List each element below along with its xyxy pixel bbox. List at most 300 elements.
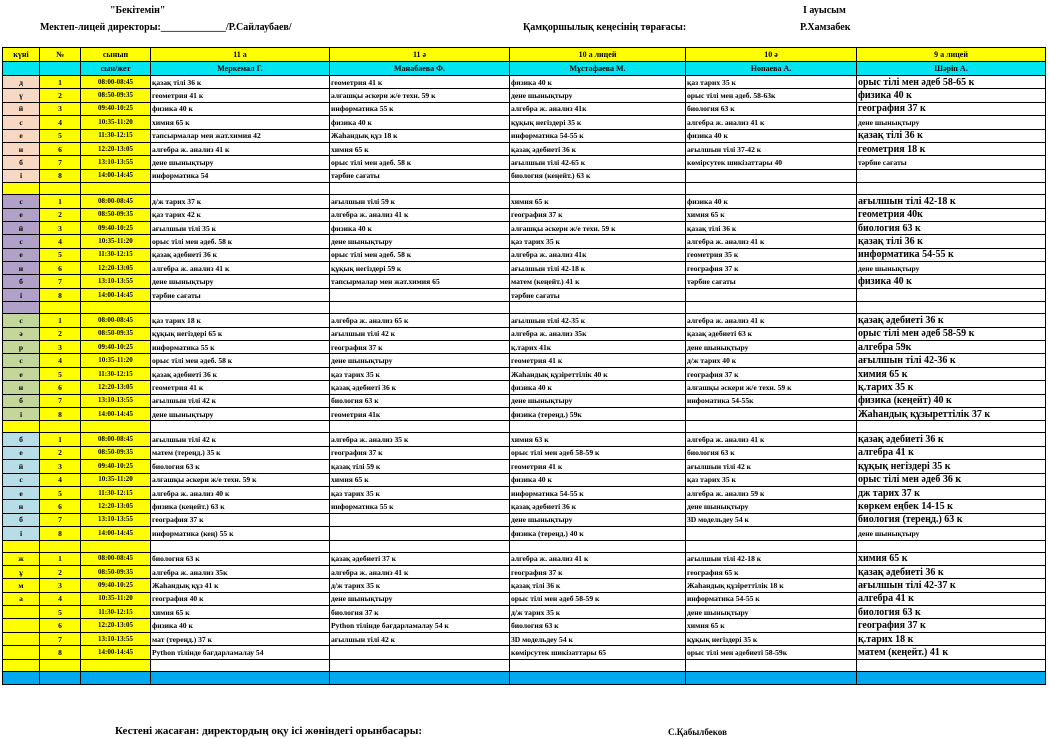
- lesson-time: 10:35-11:20: [81, 592, 151, 605]
- lesson-number: 3: [40, 579, 81, 592]
- lesson-cell: дене шынықтыру: [686, 606, 857, 619]
- footer-bar-cell: [81, 671, 151, 684]
- lesson-cell: геометрия 41к: [330, 407, 510, 420]
- day-letter: ұ: [3, 565, 40, 578]
- lesson-cell: тәрбие сағаты: [330, 169, 510, 182]
- lesson-time: 11:30-12:15: [81, 367, 151, 380]
- day-letter: е: [3, 129, 40, 142]
- lesson-cell: физика (кеңейт.) 63 к: [151, 500, 330, 513]
- lesson-cell: Жаһандық құзыреттілік 37 к: [857, 407, 1046, 420]
- lesson-cell: физика 40 к: [686, 129, 857, 142]
- lesson-cell: география 40 к: [151, 592, 330, 605]
- lesson-cell: орыс тілі мен әдеб. 58 к: [151, 235, 330, 248]
- lesson-cell: матем (кеңейт.) 41 к: [857, 646, 1046, 659]
- lesson-cell: информатика 54-55 к: [686, 592, 857, 605]
- teacher-header-label: сын/жет: [81, 62, 151, 76]
- teacher-10a: Мұстафаева М.: [510, 62, 686, 76]
- lesson-time: 10:35-11:20: [81, 473, 151, 486]
- separator-cell: [3, 540, 40, 552]
- table-row: [3, 89, 1046, 102]
- day-letter: с: [3, 116, 40, 129]
- lesson-number: 8: [40, 527, 81, 540]
- lesson-cell: қазақ әдебиеті 36 к: [510, 500, 686, 513]
- lesson-time: 11:30-12:15: [81, 606, 151, 619]
- teacher-header-blank: [40, 62, 81, 76]
- lesson-cell: биология 63 к: [686, 446, 857, 459]
- lesson-cell: көмірсутек шикізаттары 40: [686, 156, 857, 169]
- lesson-cell: геометрия 41 к: [330, 76, 510, 89]
- day-separator: [3, 421, 1046, 433]
- lesson-cell: дене шынықтыру: [857, 262, 1046, 275]
- lesson-cell: физика 40 к: [151, 619, 330, 632]
- lesson-cell: [857, 288, 1046, 301]
- separator-cell: [857, 540, 1046, 552]
- teacher-11ae: Манабаева Ф.: [330, 62, 510, 76]
- lesson-cell: қазақ тілі 36 к: [857, 235, 1046, 248]
- lesson-cell: тәрбие сағаты: [510, 288, 686, 301]
- lesson-time: 12:20-13:05: [81, 142, 151, 155]
- lesson-cell: дене шынықтыру: [510, 513, 686, 526]
- lesson-cell: алгебра ж. анализ 40 к: [151, 486, 330, 499]
- lesson-number: 8: [40, 646, 81, 659]
- day-letter: [3, 646, 40, 659]
- footer-bar-cell: [510, 671, 686, 684]
- lesson-number: 6: [40, 381, 81, 394]
- lesson-number: 5: [40, 367, 81, 380]
- lesson-cell: [330, 527, 510, 540]
- col-header-num: №: [40, 48, 81, 62]
- day-letter: с: [3, 473, 40, 486]
- lesson-cell: ағылшын тілі 42-37 к: [857, 579, 1046, 592]
- table-row: [3, 327, 1046, 340]
- lesson-cell: Жаһандық құз 41 к: [151, 579, 330, 592]
- separator-cell: [686, 183, 857, 195]
- lesson-cell: физика 40 к: [686, 195, 857, 208]
- lesson-cell: химия 65 к: [686, 619, 857, 632]
- lesson-cell: қаз тарих 18 к: [151, 314, 330, 327]
- lesson-time: 10:35-11:20: [81, 354, 151, 367]
- table-row: [3, 619, 1046, 632]
- table-row: [3, 76, 1046, 89]
- lesson-time: 08:00-08:45: [81, 433, 151, 446]
- day-letter: й: [3, 460, 40, 473]
- lesson-cell: химия 65 к: [151, 606, 330, 619]
- lesson-cell: информатика 54-55 к: [857, 248, 1046, 261]
- lesson-cell: тәрбие сағаты: [151, 288, 330, 301]
- lesson-number: 1: [40, 314, 81, 327]
- lesson-cell: қазақ әдебиеті 63 к: [686, 327, 857, 340]
- separator-cell: [857, 302, 1046, 314]
- lesson-cell: физика 40 к: [510, 473, 686, 486]
- lesson-cell: алгебра 41 к: [857, 592, 1046, 605]
- lesson-cell: геометрия 35 к: [686, 248, 857, 261]
- director-name: /Р.Сайлаубаев/: [225, 22, 292, 33]
- separator-cell: [510, 183, 686, 195]
- lesson-time: 09:40-10:25: [81, 102, 151, 115]
- day-letter: а: [3, 592, 40, 605]
- lesson-cell: дене шынықтыру: [686, 341, 857, 354]
- footer-bar: [3, 671, 1046, 684]
- day-letter: р: [3, 341, 40, 354]
- lesson-cell: құқық негіздері 65 к: [151, 327, 330, 340]
- day-separator: [3, 183, 1046, 195]
- lesson-cell: геометрия 41 к: [151, 381, 330, 394]
- lesson-cell: дж тарих 37 к: [857, 486, 1046, 499]
- separator-cell: [686, 302, 857, 314]
- lesson-cell: орыс тілі мен әдеб 58-59 к: [857, 327, 1046, 340]
- lesson-cell: дене шынықтыру: [330, 235, 510, 248]
- lesson-cell: физика 40 к: [857, 89, 1046, 102]
- lesson-number: 2: [40, 208, 81, 221]
- lesson-cell: география 37 к: [510, 208, 686, 221]
- header-row-classes: [3, 48, 1046, 62]
- separator-cell: [510, 302, 686, 314]
- lesson-cell: физика (тереңд.) 40 к: [510, 527, 686, 540]
- lesson-cell: тапсырмалар мен жат.химия 65: [330, 275, 510, 288]
- lesson-number: 3: [40, 102, 81, 115]
- lesson-cell: дене шынықтыру: [857, 116, 1046, 129]
- lesson-cell: физика (кеңейт) 40 к: [857, 394, 1046, 407]
- lesson-cell: орыс тілі мен әдеб 58-65 к: [857, 76, 1046, 89]
- lesson-cell: география 37 к: [330, 446, 510, 459]
- lesson-cell: қаз тарих 35 к: [510, 235, 686, 248]
- schedule-body: [3, 76, 1046, 685]
- day-letter: ж: [3, 552, 40, 565]
- lesson-cell: [686, 527, 857, 540]
- spacer-cell: [40, 659, 81, 671]
- lesson-time: 09:40-10:25: [81, 460, 151, 473]
- separator-cell: [151, 421, 330, 433]
- lesson-cell: дене шынықтыру: [510, 394, 686, 407]
- lesson-cell: алгебра ж. анализ 41 к: [686, 235, 857, 248]
- lesson-number: 5: [40, 606, 81, 619]
- day-letter: ү: [3, 89, 40, 102]
- lesson-time: 13:10-13:55: [81, 156, 151, 169]
- lesson-cell: дене шынықтыру: [151, 407, 330, 420]
- lesson-cell: қазақ әдебиеті 36 к: [857, 314, 1046, 327]
- lesson-cell: қаз тарих 42 к: [151, 208, 330, 221]
- lesson-number: 5: [40, 486, 81, 499]
- lesson-cell: құқық негіздері 35 к: [510, 116, 686, 129]
- lesson-cell: ағылшын тілі 42-18 к: [857, 195, 1046, 208]
- table-row: [3, 632, 1046, 645]
- table-row: [3, 275, 1046, 288]
- day-letter: ә: [3, 327, 40, 340]
- lesson-time: 08:50-09:35: [81, 89, 151, 102]
- lesson-number: 2: [40, 565, 81, 578]
- lesson-number: 4: [40, 354, 81, 367]
- teacher-9a: Шәріп А.: [857, 62, 1046, 76]
- table-row: [3, 407, 1046, 420]
- separator-cell: [151, 183, 330, 195]
- lesson-number: 5: [40, 248, 81, 261]
- lesson-cell: қазақ әдебиеті 36 к: [151, 367, 330, 380]
- lesson-cell: қ.тарих 18 к: [857, 632, 1046, 645]
- director-line: [40, 22, 292, 33]
- lesson-time: 13:10-13:55: [81, 394, 151, 407]
- lesson-number: 8: [40, 169, 81, 182]
- day-letter: б: [3, 156, 40, 169]
- footer-bar-cell: [857, 671, 1046, 684]
- separator-cell: [3, 183, 40, 195]
- lesson-cell: [686, 288, 857, 301]
- lesson-number: 8: [40, 288, 81, 301]
- lesson-cell: химия 63 к: [510, 433, 686, 446]
- spacer-cell: [330, 659, 510, 671]
- lesson-cell: дене шынықтыру: [330, 592, 510, 605]
- spacer-cell: [3, 659, 40, 671]
- lesson-cell: алғашқы әскери ж/е техн. 59 к: [330, 89, 510, 102]
- lesson-cell: биология 63 к: [857, 221, 1046, 234]
- lesson-cell: геометрия 40к: [857, 208, 1046, 221]
- lesson-cell: д/ж тарих 35 к: [330, 579, 510, 592]
- lesson-number: 5: [40, 129, 81, 142]
- lesson-cell: ағылшын тілі 42-65 к: [510, 156, 686, 169]
- lesson-cell: ағылшын тілі 42 к: [330, 632, 510, 645]
- table-row: [3, 129, 1046, 142]
- col-header-11ae: 11 ә: [330, 48, 510, 62]
- lesson-cell: информатика 54-55 к: [510, 129, 686, 142]
- separator-cell: [330, 183, 510, 195]
- lesson-cell: информатика 55 к: [151, 341, 330, 354]
- lesson-number: 6: [40, 142, 81, 155]
- day-letter: н: [3, 262, 40, 275]
- col-header-10a: 10 а лицей: [510, 48, 686, 62]
- table-row: [3, 579, 1046, 592]
- separator-cell: [40, 540, 81, 552]
- lesson-cell: информатика 55 к: [330, 102, 510, 115]
- lesson-cell: Жаһандық құз 18 к: [330, 129, 510, 142]
- lesson-cell: география 37 к: [857, 102, 1046, 115]
- lesson-time: 11:30-12:15: [81, 248, 151, 261]
- day-letter: е: [3, 446, 40, 459]
- table-row: [3, 646, 1046, 659]
- lesson-cell: орыс тілі мен әдебиеті 58-59к: [686, 646, 857, 659]
- lesson-time: 12:20-13:05: [81, 619, 151, 632]
- day-letter: [3, 632, 40, 645]
- table-row: [3, 473, 1046, 486]
- spacer-cell: [81, 659, 151, 671]
- lesson-number: 6: [40, 262, 81, 275]
- lesson-number: 1: [40, 433, 81, 446]
- footer-author-label: Кестені жасаған: директордың оқу ісі жөніндегі орынбасары:: [115, 725, 423, 737]
- lesson-cell: география 37 к: [686, 262, 857, 275]
- spacer-cell: [510, 659, 686, 671]
- lesson-cell: геометрия 41 к: [510, 354, 686, 367]
- lesson-number: 2: [40, 327, 81, 340]
- lesson-cell: алгебра ж. анализ 41 к: [686, 433, 857, 446]
- lesson-time: 13:10-13:55: [81, 513, 151, 526]
- table-row: [3, 552, 1046, 565]
- day-separator: [3, 302, 1046, 314]
- lesson-time: 12:20-13:05: [81, 381, 151, 394]
- lesson-number: 7: [40, 156, 81, 169]
- col-header-10ae: 10 ә: [686, 48, 857, 62]
- day-letter: й: [3, 221, 40, 234]
- separator-cell: [686, 421, 857, 433]
- day-letter: і: [3, 169, 40, 182]
- lesson-cell: ағылшын тілі 42-36 к: [857, 354, 1046, 367]
- lesson-cell: инфоматика 54-55к: [686, 394, 857, 407]
- lesson-cell: Жаһандық құзіреттілік 18 к: [686, 579, 857, 592]
- shift-label: I ауысым: [803, 5, 846, 16]
- table-row: [3, 221, 1046, 234]
- lesson-cell: д/ж тарих 40 к: [686, 354, 857, 367]
- lesson-cell: информатика 54: [151, 169, 330, 182]
- table-row: [3, 367, 1046, 380]
- day-letter: м: [3, 579, 40, 592]
- day-letter: с: [3, 354, 40, 367]
- board-label: Қамқоршылық кеңесінің төрағасы:: [523, 22, 687, 33]
- lesson-cell: орыс тілі мен әдеб 58-59 к: [510, 592, 686, 605]
- lesson-cell: алгебра ж. анализ 41 к: [686, 314, 857, 327]
- lesson-cell: алгебра ж. анализ 41 к: [151, 142, 330, 155]
- lesson-cell: физика (тереңд.) 59к: [510, 407, 686, 420]
- lesson-cell: қазақ тілі 36 к: [151, 76, 330, 89]
- day-letter: б: [3, 394, 40, 407]
- lesson-time: 11:30-12:15: [81, 129, 151, 142]
- lesson-cell: алгебра ж. анализ 41 к: [330, 565, 510, 578]
- teacher-10ae: Нопаева А.: [686, 62, 857, 76]
- day-letter: с: [3, 314, 40, 327]
- lesson-cell: география 65 к: [686, 565, 857, 578]
- spacer-cell: [686, 659, 857, 671]
- lesson-cell: орыс тілі мен әдеб. 58-63к: [686, 89, 857, 102]
- lesson-cell: матем (кеңейт.) 41 к: [510, 275, 686, 288]
- lesson-cell: алгебра ж. анализ 41к: [510, 248, 686, 261]
- teacher-11a: Меркемал Г.: [151, 62, 330, 76]
- lesson-time: 10:35-11:20: [81, 235, 151, 248]
- lesson-cell: геометрия 41 к: [510, 460, 686, 473]
- lesson-cell: ағылшын тілі 42 к: [330, 327, 510, 340]
- lesson-cell: [330, 646, 510, 659]
- lesson-cell: д/ж тарих 35 к: [510, 606, 686, 619]
- separator-cell: [330, 540, 510, 552]
- lesson-cell: информатика (кең) 55 к: [151, 527, 330, 540]
- separator-cell: [81, 540, 151, 552]
- lesson-cell: география 37 к: [510, 565, 686, 578]
- day-letter: н: [3, 500, 40, 513]
- lesson-cell: қ.тарих 35 к: [857, 381, 1046, 394]
- separator-cell: [510, 540, 686, 552]
- lesson-cell: география 37 к: [686, 367, 857, 380]
- lesson-time: 08:50-09:35: [81, 208, 151, 221]
- col-header-9a: 9 а лицей: [857, 48, 1046, 62]
- lesson-cell: физика 40 к: [857, 275, 1046, 288]
- lesson-time: 14:00-14:45: [81, 288, 151, 301]
- separator-cell: [3, 421, 40, 433]
- lesson-cell: химия 65 к: [857, 552, 1046, 565]
- lesson-cell: алгебра ж. анализ 35 к: [330, 433, 510, 446]
- lesson-time: 10:35-11:20: [81, 116, 151, 129]
- teacher-header-blank: [3, 62, 40, 76]
- day-letter: н: [3, 381, 40, 394]
- lesson-cell: қазақ әдебиеті 37 к: [330, 552, 510, 565]
- lesson-cell: алгебра ж. анализ 41 к: [510, 552, 686, 565]
- lesson-number: 7: [40, 275, 81, 288]
- board-name: Р.Хамзабек: [800, 22, 851, 33]
- lesson-cell: ағылшын тілі 42 к: [686, 460, 857, 473]
- table-row: [3, 116, 1046, 129]
- separator-cell: [510, 421, 686, 433]
- lesson-cell: тәрбие сағаты: [686, 275, 857, 288]
- table-row: [3, 433, 1046, 446]
- lesson-number: 2: [40, 446, 81, 459]
- schedule-table: [2, 47, 1046, 685]
- lesson-cell: физика 40 к: [151, 102, 330, 115]
- lesson-cell: құқық негіздері 59 к: [330, 262, 510, 275]
- lesson-cell: қазақ тілі 36 к: [686, 221, 857, 234]
- lesson-cell: қаз тарих 35 к: [330, 367, 510, 380]
- day-letter: е: [3, 248, 40, 261]
- lesson-cell: биология (тереңд.) 63 к: [857, 513, 1046, 526]
- lesson-cell: алгебра ж. анализ 59 к: [686, 486, 857, 499]
- lesson-number: 6: [40, 500, 81, 513]
- lesson-cell: Жаһандық құзіреттілік 40 к: [510, 367, 686, 380]
- lesson-cell: физика 40 к: [330, 221, 510, 234]
- lesson-number: 4: [40, 473, 81, 486]
- day-letter: б: [3, 513, 40, 526]
- day-letter: [3, 606, 40, 619]
- lesson-cell: матем (тереңд.) 35 к: [151, 446, 330, 459]
- lesson-cell: [330, 513, 510, 526]
- lesson-cell: геометрия 18 к: [857, 142, 1046, 155]
- lesson-cell: алғашқы әскери ж/е техн. 59 к: [686, 381, 857, 394]
- table-row: [3, 235, 1046, 248]
- table-row: [3, 169, 1046, 182]
- lesson-number: 2: [40, 89, 81, 102]
- lesson-time: 14:00-14:45: [81, 169, 151, 182]
- col-header-day: күні: [3, 48, 40, 62]
- lesson-cell: құқық негіздері 35 к: [686, 632, 857, 645]
- lesson-number: 3: [40, 221, 81, 234]
- lesson-cell: ағылшын тілі 42-35 к: [510, 314, 686, 327]
- lesson-number: 7: [40, 632, 81, 645]
- lesson-time: 09:40-10:25: [81, 341, 151, 354]
- lesson-cell: қазақ тілі 36 к: [857, 129, 1046, 142]
- lesson-cell: ағылшын тілі 42 к: [151, 394, 330, 407]
- lesson-cell: [686, 407, 857, 420]
- footer-author-name: С.Қабылбеков: [668, 727, 727, 737]
- lesson-time: 08:00-08:45: [81, 76, 151, 89]
- day-letter: с: [3, 195, 40, 208]
- lesson-time: 08:50-09:35: [81, 565, 151, 578]
- lesson-cell: [686, 169, 857, 182]
- day-letter: і: [3, 407, 40, 420]
- lesson-cell: қазақ әдебиеті 36 к: [857, 565, 1046, 578]
- lesson-number: 7: [40, 513, 81, 526]
- day-separator: [3, 540, 1046, 552]
- table-row: [3, 486, 1046, 499]
- lesson-cell: орыс тілі мен әдеб 58-59 к: [510, 446, 686, 459]
- lesson-cell: дене шынықтыру: [686, 500, 857, 513]
- lesson-cell: химия 65 к: [857, 367, 1046, 380]
- lesson-cell: биология 63 к: [151, 460, 330, 473]
- lesson-cell: қазақ әдебиеті 36 к: [857, 433, 1046, 446]
- lesson-time: 12:20-13:05: [81, 262, 151, 275]
- footer-bar-cell: [40, 671, 81, 684]
- lesson-cell: қаз тарих 35 к: [686, 473, 857, 486]
- lesson-cell: алгебра 41 к: [857, 446, 1046, 459]
- table-row: [3, 500, 1046, 513]
- day-letter: й: [3, 102, 40, 115]
- lesson-cell: ағылшын тілі 42-18 к: [510, 262, 686, 275]
- day-letter: б: [3, 433, 40, 446]
- lesson-cell: қазақ тілі 36 к: [510, 579, 686, 592]
- lesson-cell: құқық негіздері 35 к: [857, 460, 1046, 473]
- table-row: [3, 565, 1046, 578]
- lesson-time: 08:50-09:35: [81, 327, 151, 340]
